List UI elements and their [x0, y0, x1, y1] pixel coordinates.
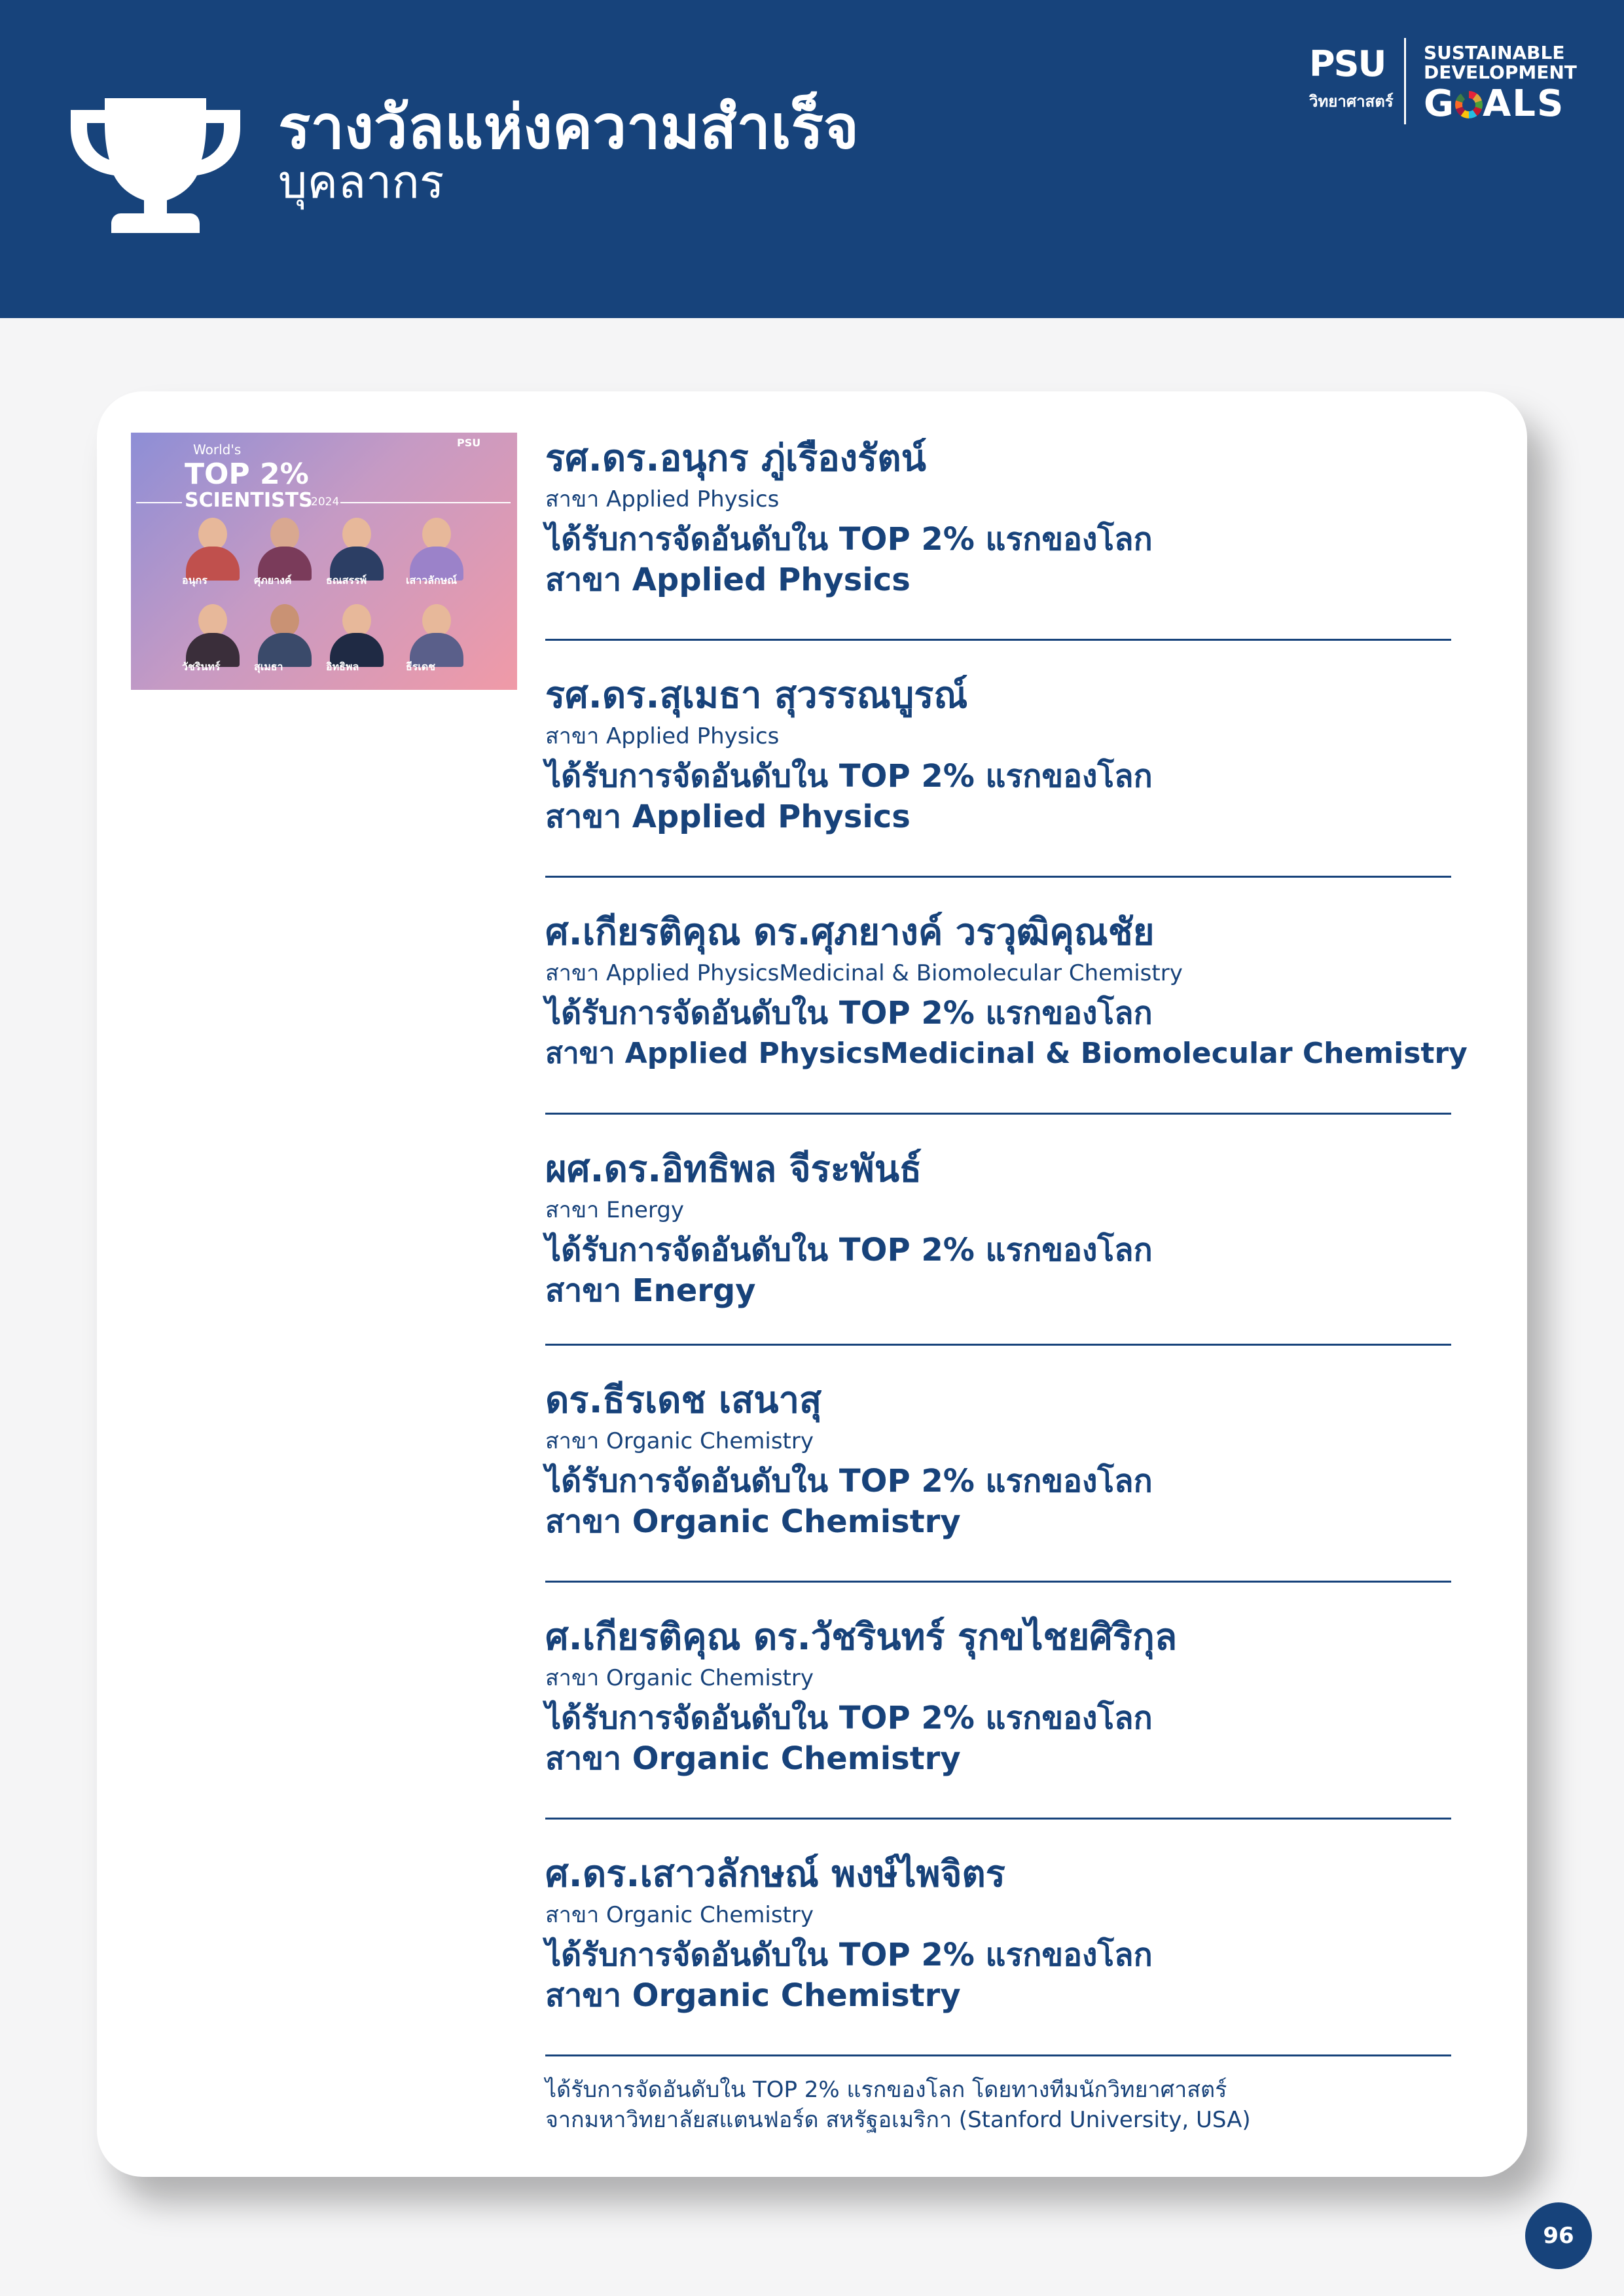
entry-divider — [545, 1113, 1451, 1115]
recipient-field: สาขา Applied PhysicsMedicinal & Biomolecular Chemistry — [545, 960, 1183, 986]
person-head — [342, 518, 371, 550]
person-name: ศุภยางค์ — [254, 574, 292, 586]
poster-rule-right — [340, 502, 511, 503]
award-description — [545, 519, 1153, 600]
page-title: รางวัลแห่งความสำเร็จ — [278, 92, 859, 162]
award-line2: สาขา Organic Chemistry — [545, 1503, 961, 1540]
poster-top: TOP 2% — [185, 457, 309, 491]
award-description — [545, 1698, 1153, 1779]
footnote — [545, 2075, 1251, 2135]
person-head — [422, 518, 451, 550]
recipient-field: สาขา Organic Chemistry — [545, 1902, 814, 1928]
poster-person — [406, 518, 466, 595]
page-subtitle: บุคลากร — [278, 155, 444, 209]
sdg-logo — [1424, 43, 1577, 126]
psu-logo — [1309, 43, 1398, 122]
recipient-field: สาขา Applied Physics — [545, 723, 780, 749]
poster-person — [326, 604, 386, 681]
psu-logo-mark: PSU — [1309, 43, 1386, 84]
sdg-line2: DEVELOPMENT — [1424, 62, 1577, 83]
award-description — [545, 1935, 1153, 2016]
sdg-wheel-icon — [1455, 91, 1483, 118]
person-name: ธีรเดช — [406, 660, 436, 673]
recipient-name: ศ.เกียรติคุณ ดร.ศุภยางค์ วรวุฒิคุณชัย — [545, 911, 1155, 954]
person-head — [270, 604, 299, 637]
award-line2: สาขา Applied PhysicsMedicinal & Biomolecular Chemistry — [545, 1037, 1468, 1070]
top-scientists-poster — [131, 433, 517, 690]
faculty-label: วิทยาศาสตร์ — [1309, 92, 1394, 111]
footnote-line2: จากมหาวิทยาลัยสแตนฟอร์ด สหรัฐอเมริกา (Stanford University, USA) — [545, 2107, 1251, 2133]
award-description — [545, 1230, 1153, 1311]
recipient-field: สาขา Applied Physics — [545, 486, 780, 512]
recipient-field: สาขา Organic Chemistry — [545, 1428, 814, 1454]
award-description — [545, 756, 1153, 837]
award-line2: สาขา Energy — [545, 1272, 756, 1309]
entry-divider — [545, 2054, 1451, 2056]
person-head — [270, 518, 299, 550]
award-line1: ได้รับการจัดอันดับใน TOP 2% แรกของโลก — [545, 521, 1153, 558]
person-name: สุเมธา — [254, 660, 283, 673]
recipient-name: ศ.ดร.เสาวลักษณ์ พงษ์ไพจิตร — [545, 1853, 1005, 1895]
person-name: วัชรินทร์ — [182, 660, 221, 673]
poster-logo: PSU — [457, 437, 481, 449]
person-head — [422, 604, 451, 637]
recipient-name: รศ.ดร.อนุกร ภู่เรืองรัตน์ — [545, 437, 926, 480]
award-line2: สาขา Applied Physics — [545, 798, 911, 835]
award-line1: ได้รับการจัดอันดับใน TOP 2% แรกของโลก — [545, 1937, 1153, 1973]
poster-person — [406, 604, 466, 681]
poster-person — [182, 518, 242, 595]
person-head — [342, 604, 371, 637]
award-line2: สาขา Applied Physics — [545, 562, 911, 598]
sdg-goals-suffix: ALS — [1482, 82, 1565, 125]
recipient-name: รศ.ดร.สุเมธา สุวรรณบูรณ์ — [545, 674, 968, 717]
poster-worlds: World's — [193, 442, 242, 457]
poster-scientists: SCIENTISTS — [185, 489, 313, 512]
recipient-field: สาขา Organic Chemistry — [545, 1665, 814, 1691]
page-number-badge: 96 — [1525, 2202, 1592, 2269]
sdg-goals — [1424, 82, 1577, 126]
poster-year: 2024 — [311, 495, 340, 509]
poster-person — [254, 604, 314, 681]
award-line1: ได้รับการจัดอันดับใน TOP 2% แรกของโลก — [545, 1232, 1153, 1268]
award-line1: ได้รับการจัดอันดับใน TOP 2% แรกของโลก — [545, 1700, 1153, 1736]
award-line2: สาขา Organic Chemistry — [545, 1977, 961, 2014]
entry-divider — [545, 1581, 1451, 1583]
entry-divider — [545, 1818, 1451, 1820]
entry-divider — [545, 639, 1451, 641]
page-header — [0, 0, 1624, 318]
entry-divider — [545, 876, 1451, 878]
award-line1: ได้รับการจัดอันดับใน TOP 2% แรกของโลก — [545, 995, 1153, 1031]
person-name: เสาวลักษณ์ — [406, 574, 458, 586]
person-name: ธณสรรพ์ — [326, 574, 367, 586]
logo-divider — [1404, 38, 1406, 124]
award-description — [545, 993, 1468, 1074]
award-line2: สาขา Organic Chemistry — [545, 1740, 961, 1777]
poster-person — [182, 604, 242, 681]
poster-person — [326, 518, 386, 595]
award-description — [545, 1461, 1153, 1542]
award-line1: ได้รับการจัดอันดับใน TOP 2% แรกของโลก — [545, 1463, 1153, 1499]
footnote-line1: ได้รับการจัดอันดับใน TOP 2% แรกของโลก โดยทางทีมนักวิทยาศาสตร์ — [545, 2077, 1227, 2103]
person-name: อนุกร — [182, 574, 208, 586]
entry-divider — [545, 1344, 1451, 1346]
recipient-field: สาขา Energy — [545, 1197, 685, 1223]
award-line1: ได้รับการจัดอันดับใน TOP 2% แรกของโลก — [545, 758, 1153, 795]
sdg-goals-prefix: G — [1424, 82, 1455, 125]
person-name: อิทธิพล — [326, 660, 359, 673]
trophy-icon — [69, 98, 242, 236]
recipient-name: ศ.เกียรติคุณ ดร.วัชรินทร์ รุกขไชยศิริกุล — [545, 1616, 1178, 1659]
poster-person — [254, 518, 314, 595]
sdg-line1: SUSTAINABLE — [1424, 42, 1565, 63]
recipient-name: ดร.ธีรเดช เสนาสุ — [545, 1379, 822, 1422]
person-head — [198, 604, 227, 637]
recipient-name: ผศ.ดร.อิทธิพล จีระพันธ์ — [545, 1148, 922, 1191]
poster-rule-left — [136, 502, 182, 503]
person-head — [198, 518, 227, 550]
